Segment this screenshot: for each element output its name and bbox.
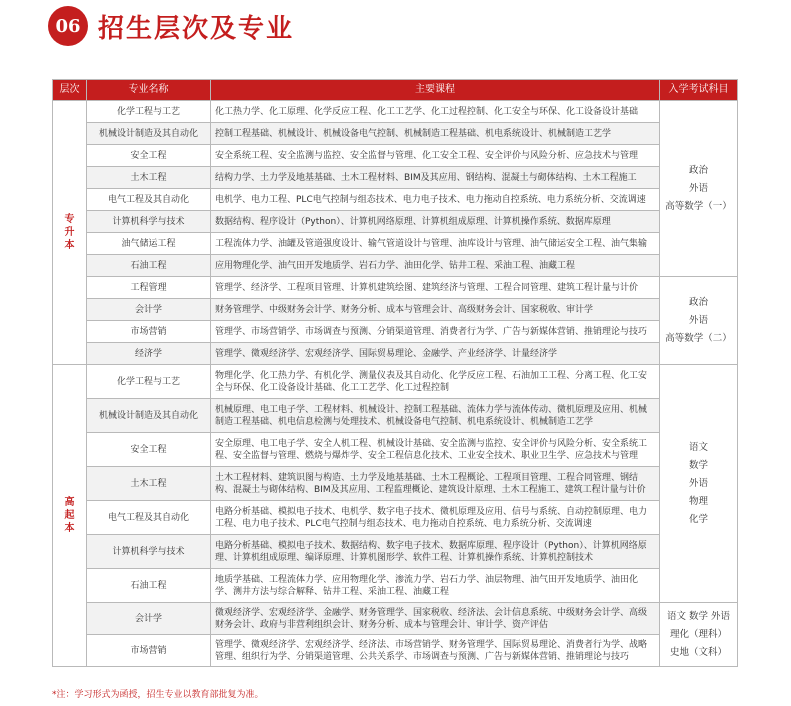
section-title: 招生层次及专业 [98, 13, 295, 44]
course-list: 数据结构、程序设计（Python）、计算机网络原理、计算机组成原理、计算机操作系统、数据库原理 [211, 211, 660, 233]
major-name: 电气工程及其自动化 [87, 189, 211, 211]
major-name: 工程管理 [87, 277, 211, 299]
table-row [53, 535, 738, 569]
table-row [53, 145, 738, 167]
course-list: 化工热力学、化工原理、化学反应工程、化工工艺学、化工过程控制、化工安全与环保、化工设备设计基础 [211, 101, 660, 123]
major-name: 石油工程 [87, 569, 211, 603]
course-list: 财务管理学、中级财务会计学、财务分析、成本与管理会计、高级财务会计、国家税收、审计学 [211, 299, 660, 321]
level-cell: 专 升 本 [53, 101, 87, 365]
major-name: 安全工程 [87, 433, 211, 467]
major-name: 机械设计制造及其自动化 [87, 123, 211, 145]
course-list: 应用物理化学、油气田开发地质学、岩石力学、油田化学、钻井工程、采油工程、油藏工程 [211, 255, 660, 277]
course-list: 管理学、微观经济学、宏观经济学、国际贸易理论、金融学、产业经济学、计量经济学 [211, 343, 660, 365]
major-name: 土木工程 [87, 167, 211, 189]
table-row [53, 189, 738, 211]
footnote: *注：学习形式为函授，招生专业以教育部批复为准。 [52, 690, 264, 700]
major-name: 机械设计制造及其自动化 [87, 399, 211, 433]
exam-subjects: 政治 外语 高等数学（二） [660, 277, 738, 365]
table-row [53, 233, 738, 255]
course-list: 微观经济学、宏观经济学、金融学、财务管理学、国家税收、经济法、会计信息系统、中级财务会计学、高级财务会计、政府与非营利组织会计、财务分析、成本与管理会计、审计学、资产评估 [211, 603, 660, 635]
major-name: 市场营销 [87, 321, 211, 343]
table-row [53, 501, 738, 535]
major-name: 化学工程与工艺 [87, 365, 211, 399]
course-list: 安全原理、电工电子学、安全人机工程、机械设计基础、安全监测与监控、安全评价与风险分析、安全系统工程、安全监督与管理、燃烧与爆炸学、安全工程信息化技术、工业安全技术、职业卫生学、应急技术与管理 [211, 433, 660, 467]
table-row [53, 123, 738, 145]
section-header [48, 4, 294, 48]
level-cell: 高 起 本 [53, 365, 87, 667]
table-row [53, 101, 738, 123]
section-number-badge: 06 [48, 6, 88, 46]
course-list: 工程流体力学、油罐及管道强度设计、输气管道设计与管理、油库设计与管理、油气储运安全工程、油气集输 [211, 233, 660, 255]
major-name: 土木工程 [87, 467, 211, 501]
course-list: 机械原理、电工电子学、工程材料、机械设计、控制工程基础、流体力学与流体传动、微机原理及应用、机械制造工程基础、机电信息检测与处理技术、机械设备电气控制、机电系统设计、机械制造工艺学 [211, 399, 660, 433]
major-name: 会计学 [87, 603, 211, 635]
table-row [53, 365, 738, 399]
major-name: 计算机科学与技术 [87, 211, 211, 233]
table-row [53, 211, 738, 233]
table-row [53, 635, 738, 667]
major-name: 油气储运工程 [87, 233, 211, 255]
major-name: 石油工程 [87, 255, 211, 277]
course-list: 控制工程基础、机械设计、机械设备电气控制、机械制造工程基础、机电系统设计、机械制造工艺学 [211, 123, 660, 145]
exam-subjects: 语文 数学 外语 理化（理科） 史地（文科） [660, 603, 738, 667]
table-row [53, 167, 738, 189]
major-name: 会计学 [87, 299, 211, 321]
table-header-row [53, 80, 738, 101]
course-list: 电机学、电力工程、PLC电气控制与组态技术、电力电子技术、电力拖动自控系统、电力系统分析、交流调速 [211, 189, 660, 211]
table-row [53, 343, 738, 365]
column-header-level: 层次 [53, 80, 87, 101]
major-name: 市场营销 [87, 635, 211, 667]
major-name: 计算机科学与技术 [87, 535, 211, 569]
course-list: 土木工程材料、建筑识图与构造、土力学及地基基础、土木工程概论、工程项目管理、工程合同管理、钢结构、混凝土与砌体结构、BIM及其应用、工程监理概论、建筑设计原理、土木工程施工、建筑工程计量与计价 [211, 467, 660, 501]
course-list: 管理学、经济学、工程项目管理、计算机建筑绘图、建筑经济与管理、工程合同管理、建筑工程计量与计价 [211, 277, 660, 299]
table-row [53, 603, 738, 635]
major-name: 经济学 [87, 343, 211, 365]
major-name: 安全工程 [87, 145, 211, 167]
table-row [53, 467, 738, 501]
table-row [53, 569, 738, 603]
major-name: 电气工程及其自动化 [87, 501, 211, 535]
table-row [53, 255, 738, 277]
table-row [53, 321, 738, 343]
course-list: 结构力学、土力学及地基基础、土木工程材料、BIM及其应用、钢结构、混凝土与砌体结构、土木工程施工 [211, 167, 660, 189]
exam-subjects: 语文 数学 外语 物理 化学 [660, 365, 738, 603]
exam-subjects: 政治 外语 高等数学（一） [660, 101, 738, 277]
table-row [53, 277, 738, 299]
course-list: 管理学、市场营销学、市场调查与预测、分销渠道管理、消费者行为学、广告与新媒体营销、推销理论与技巧 [211, 321, 660, 343]
major-name: 化学工程与工艺 [87, 101, 211, 123]
course-list: 安全系统工程、安全监测与监控、安全监督与管理、化工安全工程、安全评价与风险分析、应急技术与管理 [211, 145, 660, 167]
column-header-exam: 入学考试科目 [660, 80, 738, 101]
enrollment-table [52, 79, 738, 667]
column-header-major: 专业名称 [87, 80, 211, 101]
table-row [53, 299, 738, 321]
course-list: 电路分析基础、模拟电子技术、电机学、数字电子技术、微机原理及应用、信号与系统、自动控制原理、电力工程、电力电子技术、PLC电气控制与组态技术、电力拖动自控系统、电力系统分析、交流调速 [211, 501, 660, 535]
table-row [53, 433, 738, 467]
course-list: 地质学基础、工程流体力学、应用物理化学、渗流力学、岩石力学、油层物理、油气田开发地质学、油田化学、测井方法与综合解释、钻井工程、采油工程、油藏工程 [211, 569, 660, 603]
course-list: 物理化学、化工热力学、有机化学、测量仪表及其自动化、化学反应工程、石油加工工程、分离工程、化工安全与环保、化工设备设计基础、化工工艺学、化工过程控制 [211, 365, 660, 399]
column-header-courses: 主要课程 [211, 80, 660, 101]
course-list: 电路分析基础、模拟电子技术、数据结构、数字电子技术、数据库原理、程序设计（Python）、计算机网络原理、计算机组成原理、编译原理、计算机图形学、软件工程、计算机操作系统、计算机控制技术 [211, 535, 660, 569]
table-row [53, 399, 738, 433]
course-list: 管理学、微观经济学、宏观经济学、经济法、市场营销学、财务管理学、国际贸易理论、消费者行为学、战略管理、组织行为学、分销渠道管理、公共关系学、市场调查与预测、广告与新媒体营销、推销理论与技巧 [211, 635, 660, 667]
